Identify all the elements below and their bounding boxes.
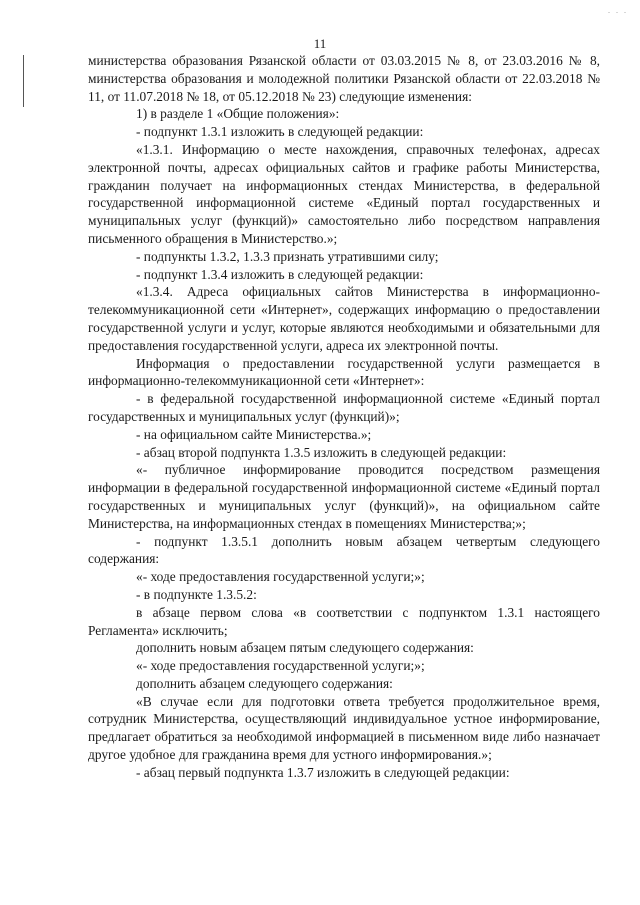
document-body [88, 52, 600, 782]
paragraph-3: «1.3.1. Информацию о месте нахождения, справочных телефонах, адресах электронной почты, адресах официальных сайтов и графике работы Министерства, гражданин получает на информационных стендах Министерства, в федеральной государственной информационной системе «Единый портал государственных и муниципальных услуг (функций)» самостоятельно либо посредством направления письменного обращения в Министерство.»; [88, 141, 600, 246]
paragraph-9: - на официальном сайте Министерства.»; [136, 426, 372, 442]
paragraph-15: в абзаце первом слова «в соответствии с подпунктом 1.3.1 настоящего Регламента» исключить; [88, 604, 600, 638]
paragraph-0: министерства образования Рязанской области от 03.03.2015 № 8, от 23.03.2016 № 8, министерства образования и молодежной политики Рязанской области от 22.03.2018 № 11, от 11.07.2018 № 18, от 05.12.2018 № 23) следующие изменения: [88, 53, 600, 104]
paragraph-2: - подпункт 1.3.1 изложить в следующей редакции: [136, 124, 424, 140]
paragraph-6: «1.3.4. Адреса официальных сайтов Министерства в информационно-телекоммуникационной сети «Интернет», содержащих информацию о предоставлении государственной услуги и услуг, которые являются необходимыми и обязательными для предоставления государственной услуги, адреса их электронной почты. [88, 284, 600, 353]
corner-mark: . . . [608, 6, 628, 15]
paragraph-8: - в федеральной государственной информационной системе «Единый портал государственных и муниципальных услуг (функций)»; [88, 391, 600, 424]
paragraph-4: - подпункты 1.3.2, 1.3.3 признать утратившими силу; [136, 248, 439, 264]
paragraph-14: - в подпункте 1.3.5.2: [136, 586, 257, 602]
paragraph-16: дополнить новым абзацем пятым следующего содержания: [136, 640, 474, 656]
paragraph-18: дополнить абзацем следующего содержания: [136, 675, 393, 691]
paragraph-12: - подпункт 1.3.5.1 дополнить новым абзацем четвертым следующего содержания: [88, 533, 600, 567]
paragraph-10: - абзац второй подпункта 1.3.5 изложить в следующей редакции: [136, 444, 507, 460]
paragraph-20: - абзац первый подпункта 1.3.7 изложить в следующей редакции: [136, 764, 510, 780]
paragraph-13: «- ходе предоставления государственной услуги;»; [136, 569, 425, 585]
page-number: 11 [313, 36, 327, 51]
margin-line [23, 55, 24, 107]
paragraph-17: «- ходе предоставления государственной услуги;»; [136, 658, 425, 674]
paragraph-7: Информация о предоставлении государственной услуги размещается в информационно-телекоммуникационной сети «Интернет»: [88, 355, 600, 389]
paragraph-5: - подпункт 1.3.4 изложить в следующей редакции: [136, 266, 424, 282]
paragraph-11: «- публичное информирование проводится посредством размещения информации в федеральной государственной информационной системе «Единый портал государственных и муниципальных услуг (функций)», на официальном сайте Министерства, на информационных стендах в помещениях Министерства;»; [88, 462, 600, 531]
paragraph-19: «В случае если для подготовки ответа требуется продолжительное время, сотрудник Министерства, осуществляющий индивидуальное устное информирование, предлагает обратиться за необходимой информацией в письменном виде либо назначает другое удобное для гражданина время для устного информирования.»; [88, 693, 600, 763]
paragraph-1: 1) в разделе 1 «Общие положения»: [136, 106, 340, 122]
